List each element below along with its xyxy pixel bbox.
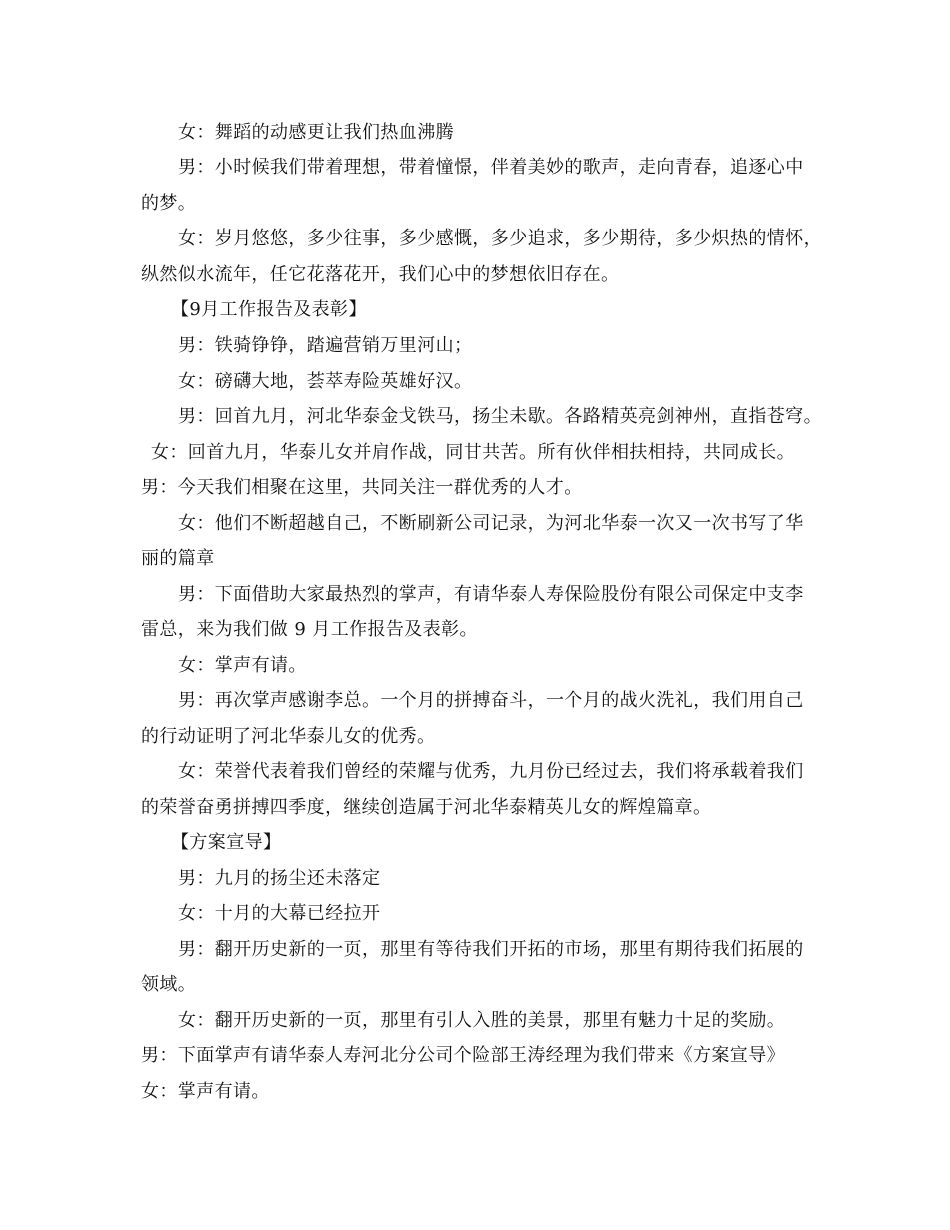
text-line: 女：掌声有请。 bbox=[141, 1081, 270, 1102]
text-line: 男：下面借助大家最热烈的掌声，有请华泰人寿保险股份有限公司保定中支李 bbox=[178, 584, 804, 605]
text-line: 男：翻开历史新的一页，那里有等待我们开拓的市场，那里有期待我们拓展的 bbox=[178, 939, 804, 960]
text-line: 丽的篇章 bbox=[141, 548, 215, 569]
text-line: 女：舞蹈的动感更让我们热血沸腾 bbox=[178, 122, 454, 143]
text-line: 纵然似水流年，任它花落花开，我们心中的梦想依旧存在。 bbox=[141, 264, 620, 285]
text-line: 男：小时候我们带着理想，带着憧憬，伴着美妙的歌声，走向青春，追逐心中 bbox=[178, 157, 804, 178]
text-line: 男：今天我们相聚在这里，共同关注一群优秀的人才。 bbox=[141, 477, 583, 498]
text-line: 女：回首九月，华泰儿女并肩作战，同甘共苦。所有伙伴相扶相持，共同成长。 bbox=[151, 442, 795, 463]
text-line: 的荣誉奋勇拼搏四季度，继续创造属于河北华泰精英儿女的辉煌篇章。 bbox=[141, 797, 712, 818]
text-line: 的梦。 bbox=[141, 193, 197, 214]
text-line: 男：铁骑铮铮，踏遍营销万里河山； bbox=[178, 335, 473, 356]
text-line: 男：下面掌声有请华泰人寿河北分公司个险部王涛经理为我们带来《方案宣导》 bbox=[141, 1045, 785, 1066]
text-line: 男：再次掌声感谢李总。一个月的拼搏奋斗，一个月的战火洗礼，我们用自己 bbox=[178, 690, 804, 711]
text-line: 雷总，来为我们做 9 月工作报告及表彰。 bbox=[141, 619, 478, 640]
text-line: 女：岁月悠悠，多少往事，多少感慨，多少追求，多少期待，多少炽热的情怀， bbox=[178, 228, 822, 249]
text-line: 女：十月的大幕已经拉开 bbox=[178, 903, 381, 924]
text-line: 女：荣誉代表着我们曾经的荣耀与优秀，九月份已经过去，我们将承载着我们 bbox=[178, 761, 804, 782]
text-line: 男：回首九月，河北华泰金戈铁马，扬尘未歇。各路精英亮剑神州，直指苍穹。 bbox=[178, 406, 822, 427]
text-line: 女：磅礴大地，荟萃寿险英雄好汉。 bbox=[178, 371, 473, 392]
text-line: 女：他们不断超越自己，不断刷新公司记录，为河北华泰一次又一次书写了华 bbox=[178, 513, 804, 534]
text-line: 的行动证明了河北华泰儿女的优秀。 bbox=[141, 726, 436, 747]
text-line: 女：掌声有请。 bbox=[178, 655, 307, 676]
text-line: 女：翻开历史新的一页，那里有引人入胜的美景，那里有魅力十足的奖励。 bbox=[178, 1010, 786, 1031]
text-line: 男：九月的扬尘还未落定 bbox=[178, 868, 381, 889]
text-line: 领域。 bbox=[141, 974, 197, 995]
section-heading: 【方案宣导】 bbox=[171, 832, 282, 853]
section-heading: 【9月工作报告及表彰】 bbox=[171, 299, 367, 320]
